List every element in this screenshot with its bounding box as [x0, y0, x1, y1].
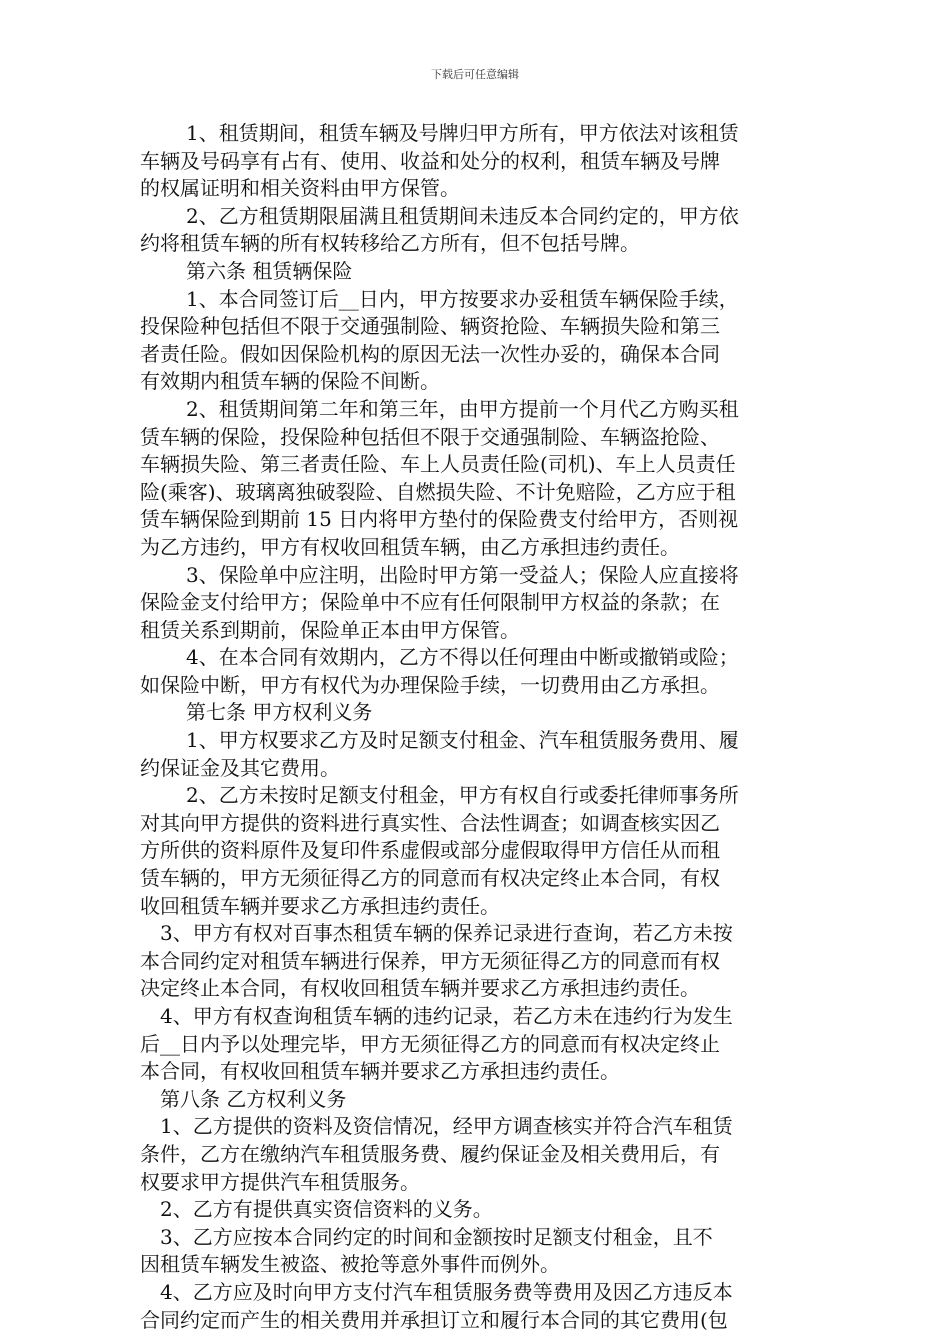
- text-line: 约将租赁车辆的所有权转移给乙方所有，但不包括号牌。: [140, 231, 640, 256]
- text-line: 者责任险。假如因保险机构的原因无法一次性办妥的，确保本合同: [140, 341, 720, 366]
- text-line: 投保险种包括但不限于交通强制险、辆资抢险、车辆损失险和第三: [140, 314, 720, 339]
- text-line: 2、租赁期间第二年和第三年，由甲方提前一个月代乙方购买租: [186, 396, 739, 421]
- text-line: 1、租赁期间，租赁车辆及号牌归甲方所有，甲方依法对该租赁: [186, 121, 739, 145]
- text-line: 4、在本合同有效期内，乙方不得以任何理由中断或撤销或险；: [186, 645, 739, 670]
- text-line: 3、甲方有权对百事杰租赁车辆的保养记录进行查询，若乙方未按: [160, 921, 733, 946]
- text-line: 车辆损失险、第三者责任险、车上人员责任险(司机)、车上人员责任: [140, 452, 736, 477]
- document-body: [140, 120, 808, 1334]
- text-line: 决定终止本合同，有权收回租赁车辆并要求乙方承担违约责任。: [140, 976, 700, 1001]
- text-line: 2、乙方租赁期限届满且租赁期间未违反本合同约定的，甲方依: [186, 203, 739, 228]
- text-line: 因租赁车辆发生被盗、被抢等意外事件而例外。: [140, 1252, 560, 1277]
- text-line: 约保证金及其它费用。: [140, 755, 340, 780]
- text-line: 权要求甲方提供汽车租赁服务。: [140, 1169, 420, 1194]
- text-line: 险(乘客)、玻璃离独破裂险、自燃损失险、不计免赔险，乙方应于租: [140, 479, 736, 504]
- text-line: 1、本合同签订后__日内，甲方按要求办妥租赁车辆保险手续，: [186, 286, 739, 311]
- text-line: 第六条 租赁辆保险: [186, 258, 353, 283]
- text-line: 收回租赁车辆并要求乙方承担违约责任。: [140, 893, 500, 918]
- text-line: 的权属证明和相关资料由甲方保管。: [140, 176, 460, 201]
- text-line: 如保险中断，甲方有权代为办理保险手续，一切费用由乙方承担。: [140, 672, 720, 697]
- text-line: 1、甲方权要求乙方及时足额支付租金、汽车租赁服务费用、履: [186, 728, 739, 753]
- text-line: 4、甲方有权查询租赁车辆的违约记录，若乙方未在违约行为发生: [160, 1004, 733, 1028]
- text-line: 方所供的资料原件及复印件系虚假或部分虚假取得甲方信任从而租: [140, 838, 720, 863]
- text-line: 车辆及号码享有占有、使用、收益和处分的权利，租赁车辆及号牌: [140, 148, 720, 173]
- text-line: 本合同，有权收回租赁车辆并要求乙方承担违约责任。: [140, 1059, 620, 1084]
- text-line: 2、乙方有提供真实资信资料的义务。: [160, 1197, 493, 1222]
- text-line: 后__日内予以处理完毕，甲方无须征得乙方的同意而有权决定终止: [140, 1031, 720, 1056]
- text-line: 保险金支付给甲方；保险单中不应有任何限制甲方权益的条款；在: [140, 590, 720, 615]
- text-line: 赁车辆的保险，投保险种包括但不限于交通强制险、车辆盗抢险、: [140, 424, 720, 449]
- text-line: 3、保险单中应注明，出险时甲方第一受益人；保险人应直接将: [186, 562, 739, 587]
- page-header: 下载后可任意编辑: [431, 68, 519, 81]
- text-line: 第八条 乙方权利义务: [160, 1086, 347, 1111]
- text-line: 3、乙方应按本合同约定的时间和金额按时足额支付租金，且不: [160, 1224, 713, 1249]
- text-line: 1、乙方提供的资料及资信情况，经甲方调查核实并符合汽车租赁: [160, 1114, 733, 1139]
- text-line: 赁车辆保险到期前 15 日内将甲方垫付的保险费支付给甲方，否则视: [140, 507, 739, 532]
- text-line: 第七条 甲方权利义务: [186, 700, 373, 725]
- text-line: 为乙方违约，甲方有权收回租赁车辆，由乙方承担违约责任。: [140, 534, 680, 559]
- text-line: 本合同约定对租赁车辆进行保养，甲方无须征得乙方的同意而有权: [140, 948, 720, 973]
- text-line: 4、乙方应及时向甲方支付汽车租赁服务费等费用及因乙方违反本: [160, 1279, 733, 1304]
- text-line: 2、乙方未按时足额支付租金，甲方有权自行或委托律师事务所: [186, 783, 739, 808]
- text-line: 合同约定而产生的相关费用并承担订立和履行本合同的其它费用(包: [140, 1307, 728, 1332]
- text-line: 对其向甲方提供的资料进行真实性、合法性调查；如调查核实因乙: [140, 810, 720, 835]
- text-line: 条件，乙方在缴纳汽车租赁服务费、履约保证金及相关费用后，有: [140, 1141, 720, 1166]
- text-line: 租赁关系到期前，保险单正本由甲方保管。: [140, 617, 520, 642]
- text-line: 赁车辆的，甲方无须征得乙方的同意而有权决定终止本合同，有权: [140, 866, 720, 891]
- text-line: 有效期内租赁车辆的保险不间断。: [140, 369, 440, 394]
